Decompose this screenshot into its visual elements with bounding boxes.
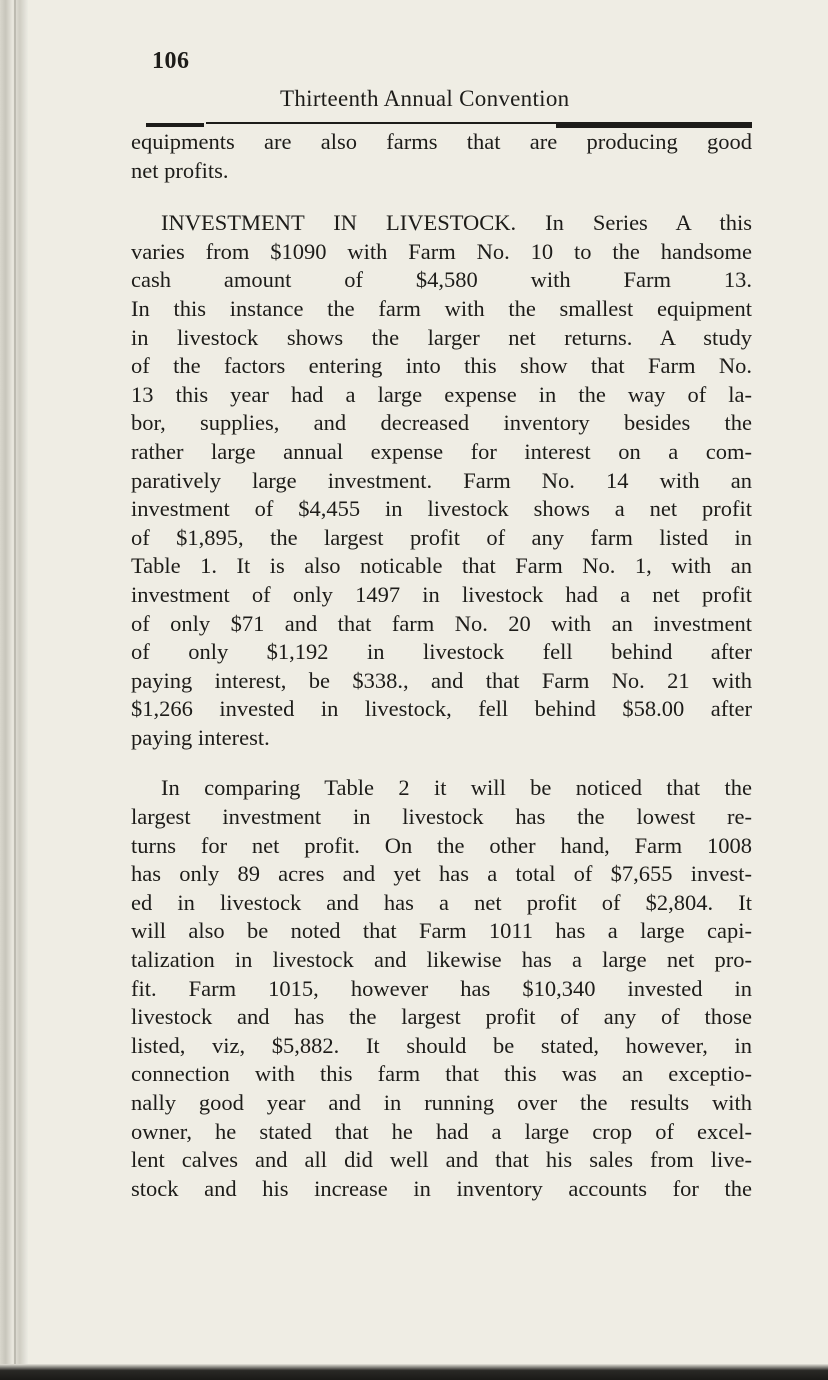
paragraph-comparing-table-2	[131, 774, 752, 1203]
text-line: varies from $1090 with Farm No. 10 to the handsome	[131, 238, 752, 264]
text-line: listed, viz, $5,882. It should be stated, however, in	[131, 1032, 752, 1058]
paragraph-investment-in-livestock	[131, 209, 752, 752]
text-line: equipments are also farms that are producing good	[131, 129, 752, 154]
running-title: Thirteenth Annual Convention	[280, 86, 570, 111]
text-line: cash amount of $4,580 with Farm 13.	[131, 267, 752, 293]
text-line: paying interest, be $338., and that Farm No. 21 with	[131, 667, 752, 693]
body-text	[131, 128, 752, 1227]
text-line: In this instance the farm with the smallest equipment	[131, 295, 752, 321]
page-bottom-edge	[0, 1364, 828, 1380]
text-line: of only $71 and that farm No. 20 with an investment	[131, 610, 752, 636]
text-line: net profits.	[131, 157, 229, 183]
text-line: In comparing Table 2 it will be noticed that the	[161, 775, 752, 801]
text-line: talization in livestock and likewise has a large net pro-	[131, 947, 752, 973]
text-line: paratively large investment. Farm No. 14 with an	[131, 467, 752, 493]
text-line: of the factors entering into this show that Farm No.	[131, 353, 752, 379]
page-binding-edge	[0, 0, 28, 1380]
text-line: $1,266 invested in livestock, fell behind $58.00 after	[131, 696, 752, 722]
text-line: will also be noted that Farm 1011 has a large capi-	[131, 918, 752, 944]
text-line: Table 1. It is also noticable that Farm No. 1, with an	[131, 553, 752, 579]
text-line: in livestock shows the larger net returns. A study	[131, 324, 752, 350]
text-line: livestock and has the largest profit of any of those	[131, 1004, 752, 1030]
text-line: turns for net profit. On the other hand, Farm 1008	[131, 832, 752, 858]
text-line: investment of only 1497 in livestock had a net profit	[131, 581, 752, 607]
text-line: has only 89 acres and yet has a total of $7,655 invest-	[131, 861, 752, 887]
text-line: paying interest.	[131, 724, 270, 750]
text-line: owner, he stated that he had a large crop of excel-	[131, 1118, 752, 1144]
text-line: ed in livestock and has a net profit of $2,804. It	[131, 889, 752, 915]
text-line: stock and his increase in inventory accounts for the	[131, 1175, 752, 1201]
text-line: 13 this year had a large expense in the way of la-	[131, 381, 752, 407]
text-line: of only $1,192 in livestock fell behind after	[131, 639, 752, 665]
text-line: connection with this farm that this was an exceptio-	[131, 1061, 752, 1087]
text-line: bor, supplies, and decreased inventory besides the	[131, 410, 752, 436]
text-line: of $1,895, the largest profit of any farm listed in	[131, 524, 752, 550]
paragraph-continuation	[131, 128, 752, 185]
text-line: nally good year and in running over the results with	[131, 1090, 752, 1115]
text-line: INVESTMENT IN LIVESTOCK. In Series A this	[161, 210, 752, 236]
text-line: investment of $4,455 in livestock shows a net profit	[131, 496, 752, 522]
text-line: fit. Farm 1015, however has $10,340 invested in	[131, 975, 752, 1001]
text-line: largest investment in livestock has the lowest re-	[131, 804, 752, 830]
text-line: rather large annual expense for interest on a com-	[131, 438, 752, 464]
text-line: lent calves and all did well and that his sales from live-	[131, 1147, 752, 1173]
page-number: 106	[152, 48, 190, 74]
